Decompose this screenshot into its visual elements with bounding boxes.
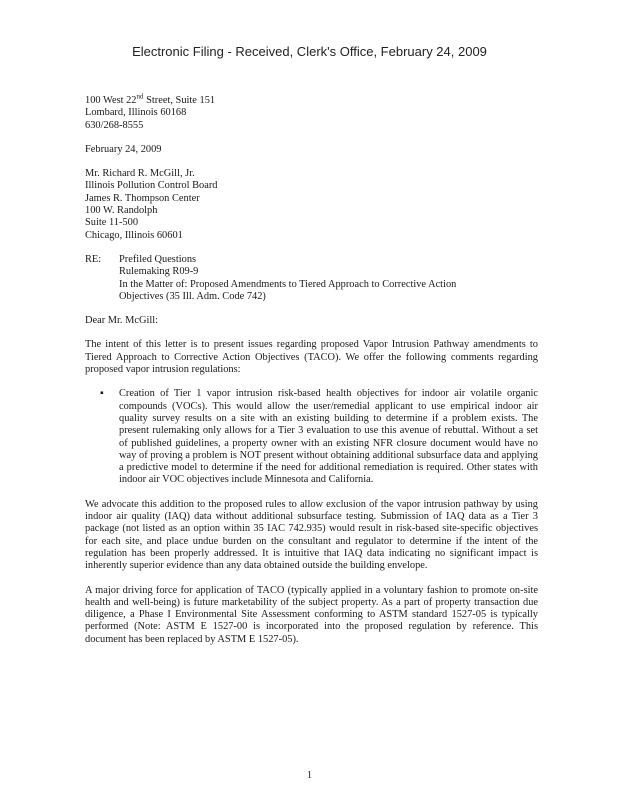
bullet-icon: ▪ [100, 388, 104, 400]
salutation: Dear Mr. McGill: [85, 315, 159, 327]
recipient-line: Illinois Pollution Control Board [85, 180, 218, 192]
recipient-address [85, 168, 538, 242]
recipient-line: James R. Thompson Center [85, 192, 200, 204]
letter-date: February 24, 2009 [85, 143, 162, 155]
comment-list [85, 388, 538, 486]
recipient-line: Mr. Richard R. McGill, Jr. [85, 168, 195, 180]
sender-street: 100 West 22nd Street, Suite 151 [85, 92, 216, 106]
sender-city: Lombard, Illinois 60168 [85, 107, 187, 119]
electronic-filing-stamp: Electronic Filing - Received, Clerk's Office, February 24, 2009 [132, 44, 487, 59]
subject-label: RE: [85, 253, 102, 265]
subject-line: In the Matter of: Proposed Amendments to Tiered Approach to Corrective Action [119, 278, 457, 290]
subject-block [85, 254, 538, 303]
subject-line: Rulemaking R09-9 [119, 266, 199, 278]
bullet-text: Creation of Tier 1 vapor intrusion risk-based health objectives for indoor air volatile organic compounds (VOCs). This would allow the user/remedial applicant to use empirical indoor air quality survey results on a site with an existing building to determine if a problem exists. The present rulemaking only allows for a Tier 3 evaluation to use this avenue of rebuttal. Without a set of published guidelines, a property owner with an existing NFR closure document would have no way of proving a problem is NOT present without obtaining additional subsurface data and applying a predictive model to determine if the need for additional remediation is required. Other states with indoor air VOC objectives include Minnesota and California. [119, 388, 538, 486]
sender-phone: 630/268-8555 [85, 119, 144, 131]
recipient-line: Chicago, Illinois 60601 [85, 229, 183, 241]
advocate-paragraph: We advocate this addition to the proposed rules to allow exclusion of the vapor intrusion pathway by using indoor air quality (IAQ) data without additional subsurface testing. Submission of IAQ data as a Tier 3 package (not listed as an option within 35 IAC 742.935) would result in risk-based site-specific objectives for each site, and place undue burden on the consultant and regulator to determine if the intent of the regulation has been properly addressed. It is intuitive that IAQ data indicating no significant impact is inherently superior evidence than any data obtained outside the building envelope. [85, 498, 538, 572]
recipient-line: Suite 11-500 [85, 217, 139, 229]
list-item [85, 388, 538, 486]
intro-paragraph: The intent of this letter is to present issues regarding proposed Vapor Intrusion Pathway amendments to Tiered Approach to Corrective Action Objectives (TACO). We offer the following comments regarding proposed vapor intrusion regulations: [85, 339, 538, 376]
page-number: 1 [306, 770, 313, 781]
subject-line: Objectives (35 Ill. Adm. Code 742) [119, 290, 266, 302]
recipient-line: 100 W. Randolph [85, 205, 158, 217]
driving-force-paragraph: A major driving force for application of TACO (typically applied in a voluntary fashion to promote on-site health and well-being) is future marketability of the subject property. As a part of property transaction due diligence, a Phase I Environmental Site Assessment conforming to ASTM standard 1527-05 is typically performed (Note: ASTM E 1527-00 is incorporated into the proposed regulation by reference. This document has been replaced by ASTM E 1527-05). [85, 584, 538, 645]
sender-address [85, 92, 538, 132]
letter-body [85, 92, 538, 658]
subject-line: Prefiled Questions [119, 253, 197, 265]
